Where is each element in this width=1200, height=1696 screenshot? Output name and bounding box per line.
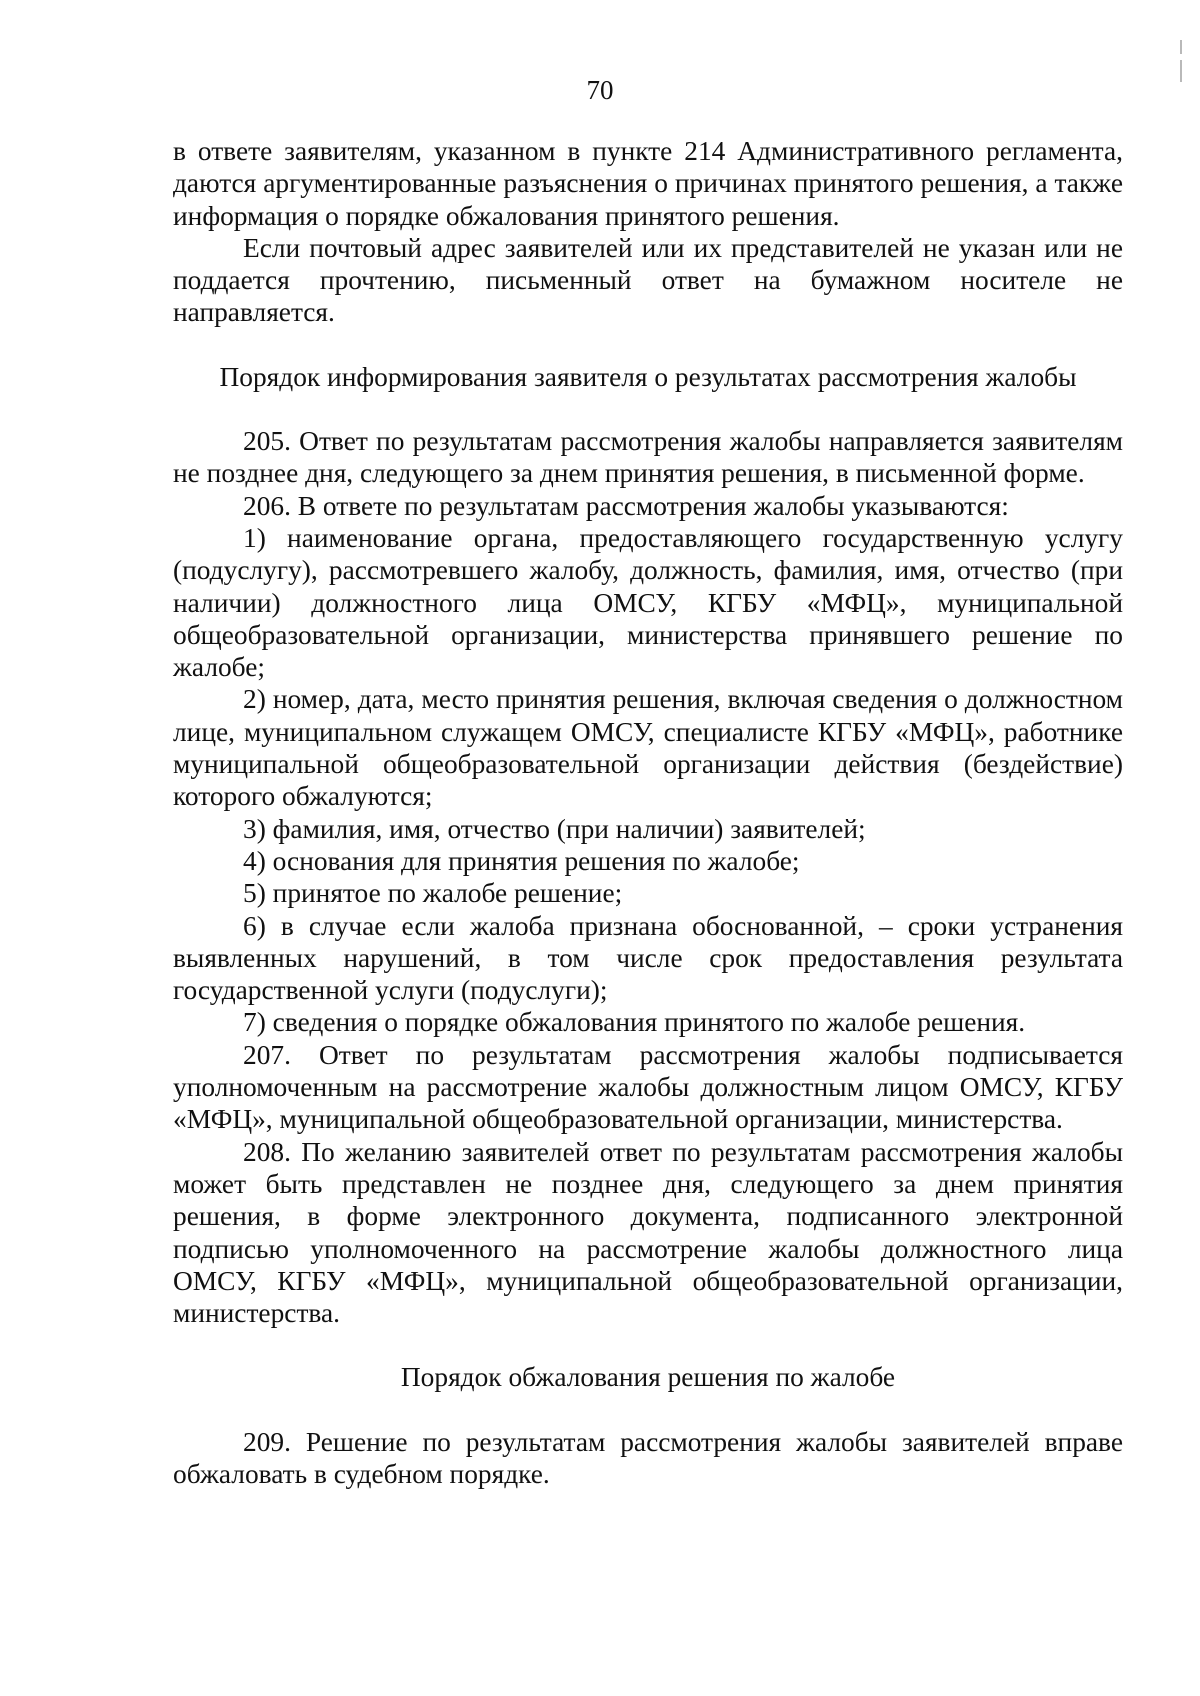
paragraph-205: 205. Ответ по результатам рассмотрения жалобы направляется заявителям не позднее дня, следующего за днем принятия решения, в письменной форме. bbox=[173, 426, 1123, 489]
paragraph: в ответе заявителям, указанном в пункте 214 Административного регламента, даются аргументированные разъяснения о причинах принятого решения, а также информация о порядке обжалования принятого решения. bbox=[173, 136, 1123, 231]
list-item: 1) наименование органа, предоставляющего государственную услугу (подуслугу), рассмотревшего жалобу, должность, фамилия, имя, отчество (при наличии) должностного лица ОМСУ, КГБУ «МФЦ», муниципальной общеобразовательной организации, министерства принявшего решение по жалобе; bbox=[173, 522, 1123, 683]
paragraph-206: 206. В ответе по результатам рассмотрения жалобы указываются: bbox=[243, 490, 1009, 521]
section-heading: Порядок информирования заявителя о результатах рассмотрения жалобы bbox=[219, 361, 1077, 392]
list-item: 4) основания для принятия решения по жалобе; bbox=[243, 845, 800, 876]
paragraph-209: 209. Решение по результатам рассмотрения жалобы заявителей вправе обжаловать в судебном порядке. bbox=[173, 1426, 1123, 1489]
document-body bbox=[173, 135, 1123, 1490]
list-item: 6) в случае если жалоба признана обоснованной, – сроки устранения выявленных нарушений, в том числе срок предоставления результата государственной услуги (подуслуги); bbox=[173, 910, 1123, 1006]
list-item: 7) сведения о порядке обжалования принятого по жалобе решения. bbox=[243, 1007, 1026, 1038]
section-heading: Порядок обжалования решения по жалобе bbox=[400, 1362, 896, 1393]
paragraph-208: 208. По желанию заявителей ответ по результатам рассмотрения жалобы может быть представлен не позднее дня, следующего за днем принятия решения, в форме электронного документа, подписанного электронной подписью уполномоченного на рассмотрение жалобы должностного лица ОМСУ, КГБУ «МФЦ», муниципальной общеобразовательной организации, министерства. bbox=[173, 1136, 1123, 1329]
paragraph-207: 207. Ответ по результатам рассмотрения жалобы подписывается уполномоченным на рассмотрение жалобы должностным лицом ОМСУ, КГБУ «МФЦ», муниципальной общеобразовательной организации, министерства. bbox=[173, 1039, 1123, 1135]
scan-artifact bbox=[1180, 40, 1182, 54]
list-item: 5) принятое по жалобе решение; bbox=[243, 878, 623, 909]
page-number: 70 bbox=[586, 75, 614, 105]
list-item: 3) фамилия, имя, отчество (при наличии) заявителей; bbox=[243, 813, 866, 844]
paragraph: Если почтовый адрес заявителей или их представителей не указан или не поддается прочтению, письменный ответ на бумажном носителе не направляется. bbox=[173, 232, 1123, 328]
list-item: 2) номер, дата, место принятия решения, включая сведения о должностном лице, муниципальном служащем ОМСУ, специалисте КГБУ «МФЦ», работнике муниципальной общеобразовательной организации действия (бездействие) которого обжалуются; bbox=[173, 684, 1123, 812]
